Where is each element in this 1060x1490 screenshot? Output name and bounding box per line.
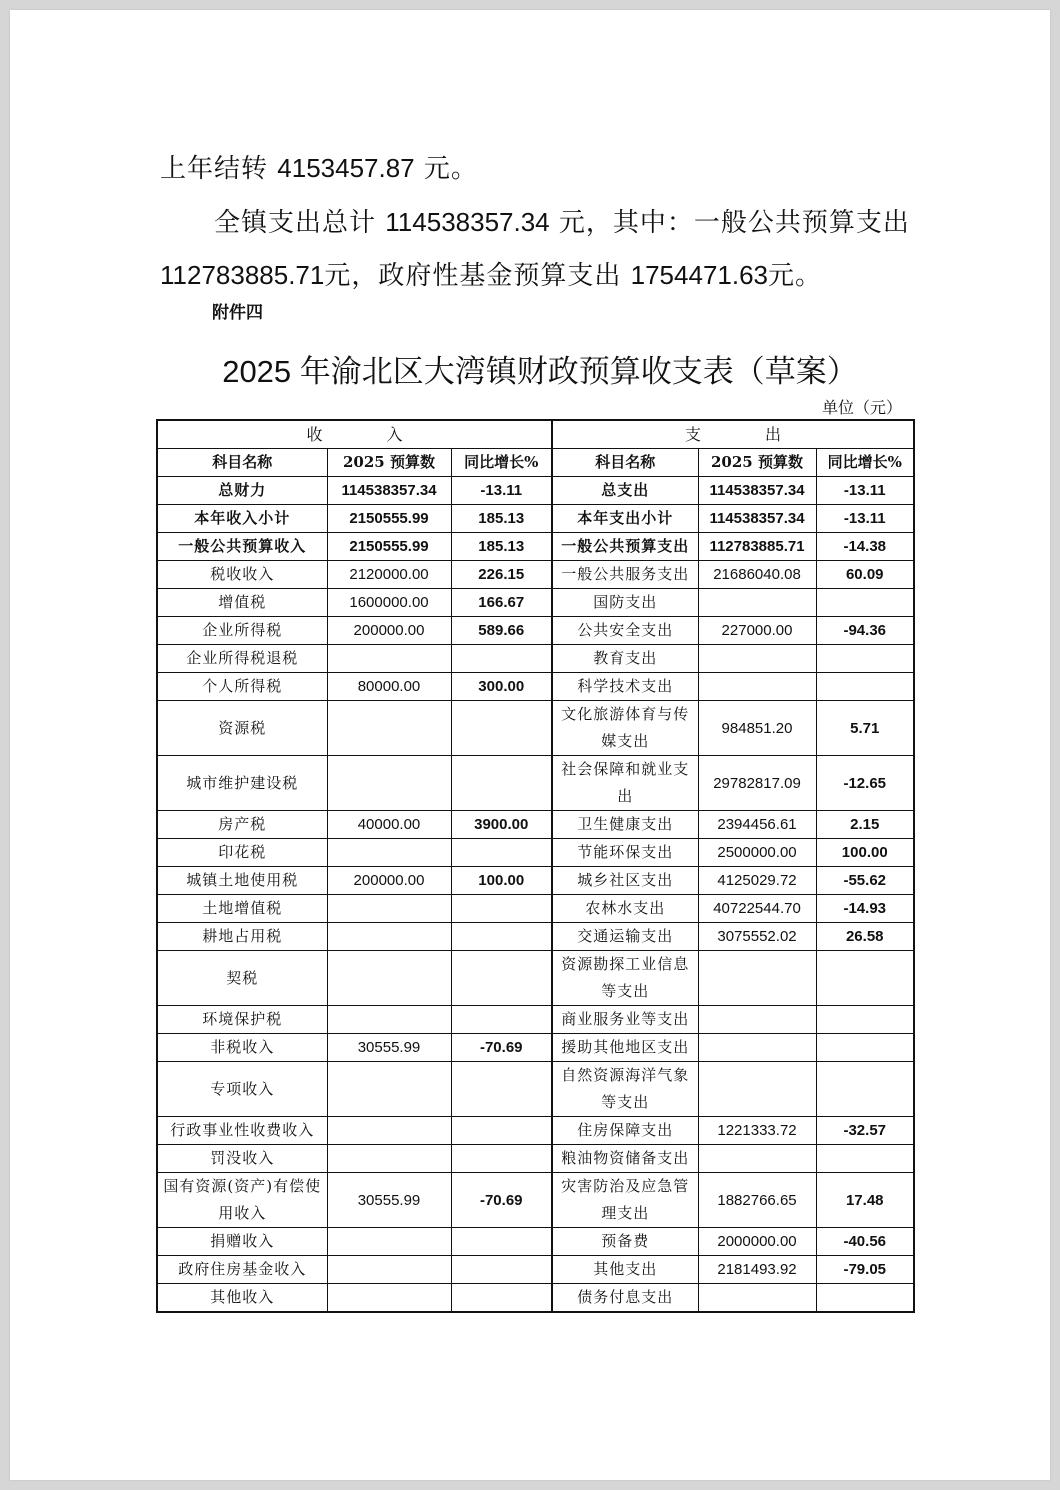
income-item-name: 行政事业性收费收入 [157,1117,327,1145]
income-item-name: 个人所得税 [157,673,327,701]
expense-budget-value: 40722544.70 [698,895,816,923]
income-item-name: 企业所得税退税 [157,645,327,673]
income-budget-value: 2150555.99 [327,505,451,533]
summary-text-c: 元，政府性基金预算支出 [324,261,622,291]
expense-growth-rate: -13.11 [816,505,914,533]
expense-budget-value: 227000.00 [698,617,816,645]
table-row [157,811,914,839]
column-header: 同比增长% [451,449,552,477]
income-item-name: 其他收入 [157,1284,327,1313]
income-item-name: 企业所得税 [157,617,327,645]
income-item-name: 罚没收入 [157,1145,327,1173]
income-growth-rate [451,839,552,867]
income-item-name: 耕地占用税 [157,923,327,951]
expense-budget-value [698,1062,816,1117]
income-growth-rate: 185.13 [451,533,552,561]
expense-growth-rate [816,645,914,673]
income-growth-rate [451,951,552,1006]
expense-growth-rate [816,673,914,701]
income-item-name: 契税 [157,951,327,1006]
expense-budget-value [698,951,816,1006]
expense-item-name: 援助其他地区支出 [552,1034,698,1062]
income-item-name: 一般公共预算收入 [157,533,327,561]
table-row [157,1145,914,1173]
paragraph-expenditure-summary [160,196,920,302]
income-growth-rate [451,1256,552,1284]
table-row [157,756,914,811]
expense-budget-value: 2181493.92 [698,1256,816,1284]
income-budget-value [327,1006,451,1034]
income-budget-value: 2150555.99 [327,533,451,561]
carryover-amount: 4153457.87 [277,153,415,183]
income-growth-rate [451,1117,552,1145]
income-budget-value [327,701,451,756]
expense-growth-rate: -14.93 [816,895,914,923]
income-item-name: 增值税 [157,589,327,617]
column-header: 2025 预算数 [327,449,451,477]
expense-growth-rate: 17.48 [816,1173,914,1228]
expense-growth-rate [816,1062,914,1117]
expense-budget-value: 4125029.72 [698,867,816,895]
expense-item-name: 预备费 [552,1228,698,1256]
income-budget-value: 40000.00 [327,811,451,839]
income-budget-value [327,839,451,867]
expense-growth-rate: -79.05 [816,1256,914,1284]
income-growth-rate [451,701,552,756]
document-page [10,10,1050,1480]
expense-item-name: 交通运输支出 [552,923,698,951]
income-growth-rate: 300.00 [451,673,552,701]
expense-item-name: 教育支出 [552,645,698,673]
expense-item-name: 社会保障和就业支出 [552,756,698,811]
table-row [157,867,914,895]
expense-growth-rate [816,1145,914,1173]
table-row [157,477,914,505]
expense-item-name: 资源勘探工业信息等支出 [552,951,698,1006]
expense-budget-value: 984851.20 [698,701,816,756]
income-growth-rate [451,1006,552,1034]
income-growth-rate [451,1062,552,1117]
expense-item-name: 国防支出 [552,589,698,617]
expense-growth-rate: -14.38 [816,533,914,561]
income-budget-value: 114538357.34 [327,477,451,505]
expense-growth-rate [816,1034,914,1062]
income-item-name: 总财力 [157,477,327,505]
income-growth-rate [451,1284,552,1313]
summary-total-amount: 114538357.34 [385,207,550,237]
expense-growth-rate: 100.00 [816,839,914,867]
summary-text-a: 全镇支出总计 [214,208,377,238]
income-item-name: 专项收入 [157,1062,327,1117]
income-growth-rate [451,756,552,811]
income-item-name: 城市维护建设税 [157,756,327,811]
expense-budget-value: 2500000.00 [698,839,816,867]
expense-growth-rate: 5.71 [816,701,914,756]
attachment-label: 附件四 [212,303,263,323]
expense-item-name: 住房保障支出 [552,1117,698,1145]
expense-item-name: 总支出 [552,477,698,505]
expense-growth-rate [816,1006,914,1034]
income-growth-rate [451,1145,552,1173]
paragraph-carryover [160,142,920,195]
column-header: 2025 预算数 [698,449,816,477]
expense-item-name: 灾害防治及应急管理支出 [552,1173,698,1228]
expense-item-name: 农林水支出 [552,895,698,923]
expense-budget-value [698,645,816,673]
carryover-suffix: 元。 [423,154,478,184]
expense-item-name: 科学技术支出 [552,673,698,701]
expense-budget-value [698,1006,816,1034]
income-growth-rate: 166.67 [451,589,552,617]
income-budget-value [327,1117,451,1145]
income-budget-value: 200000.00 [327,617,451,645]
income-growth-rate: 226.15 [451,561,552,589]
income-growth-rate: -13.11 [451,477,552,505]
income-budget-value [327,1228,451,1256]
summary-fund-amount: 1754471.63 [630,260,769,290]
expense-growth-rate [816,951,914,1006]
expense-item-name: 卫生健康支出 [552,811,698,839]
expense-growth-rate: 26.58 [816,923,914,951]
expense-budget-value: 112783885.71 [698,533,816,561]
table-row [157,1034,914,1062]
expense-growth-rate: -13.11 [816,477,914,505]
income-item-name: 房产税 [157,811,327,839]
expense-item-name: 债务付息支出 [552,1284,698,1313]
expense-growth-rate: -12.65 [816,756,914,811]
expense-item-name: 一般公共预算支出 [552,533,698,561]
income-budget-value [327,951,451,1006]
table-row [157,645,914,673]
expense-budget-value: 2000000.00 [698,1228,816,1256]
income-budget-value [327,1062,451,1117]
table-row [157,1173,914,1228]
expense-budget-value [698,1145,816,1173]
table-row [157,923,914,951]
expense-item-name: 城乡社区支出 [552,867,698,895]
expense-budget-value: 29782817.09 [698,756,816,811]
document-title: 2025 年渝北区大湾镇财政预算收支表（草案） [222,354,858,389]
expense-growth-rate: -55.62 [816,867,914,895]
unit-label: 单位（元） [821,398,902,417]
table-row [157,673,914,701]
table-row [157,1062,914,1117]
income-growth-rate [451,923,552,951]
income-budget-value [327,1145,451,1173]
income-budget-value: 30555.99 [327,1034,451,1062]
column-header: 同比增长% [816,449,914,477]
summary-text-b: 元，其中：一般公共预算支出 [558,208,910,238]
expense-item-name: 本年支出小计 [552,505,698,533]
income-budget-value [327,756,451,811]
table-row [157,701,914,756]
expense-growth-rate: -94.36 [816,617,914,645]
table-row [157,839,914,867]
carryover-prefix: 上年结转 [160,154,269,184]
income-budget-value: 30555.99 [327,1173,451,1228]
table-row [157,951,914,1006]
income-growth-rate: 100.00 [451,867,552,895]
income-item-name: 本年收入小计 [157,505,327,533]
income-growth-rate: 185.13 [451,505,552,533]
table-row [157,533,914,561]
expense-growth-rate [816,589,914,617]
table-row [157,1284,914,1313]
table-row [157,505,914,533]
expense-budget-value: 2394456.61 [698,811,816,839]
income-growth-rate [451,895,552,923]
expense-item-name: 一般公共服务支出 [552,561,698,589]
income-growth-rate [451,645,552,673]
income-budget-value: 2120000.00 [327,561,451,589]
income-item-name: 土地增值税 [157,895,327,923]
table-row [157,1117,914,1145]
expense-item-name: 公共安全支出 [552,617,698,645]
expense-budget-value [698,1284,816,1313]
expense-budget-value: 114538357.34 [698,505,816,533]
expense-item-name: 自然资源海洋气象等支出 [552,1062,698,1117]
table-row [157,561,914,589]
table-row [157,589,914,617]
income-growth-rate [451,1228,552,1256]
expense-item-name: 文化旅游体育与传媒支出 [552,701,698,756]
expense-item-name: 节能环保支出 [552,839,698,867]
income-growth-rate: -70.69 [451,1034,552,1062]
income-growth-rate: 589.66 [451,617,552,645]
expense-budget-value: 21686040.08 [698,561,816,589]
table-row [157,895,914,923]
income-budget-value: 200000.00 [327,867,451,895]
expense-budget-value [698,589,816,617]
expense-item-name: 其他支出 [552,1256,698,1284]
expense-growth-rate: 2.15 [816,811,914,839]
expense-budget-value [698,673,816,701]
income-item-name: 环境保护税 [157,1006,327,1034]
expense-growth-rate [816,1284,914,1313]
table-row [157,617,914,645]
income-item-name: 国有资源(资产)有偿使用收入 [157,1173,327,1228]
expense-item-name: 粮油物资储备支出 [552,1145,698,1173]
expense-growth-rate: -40.56 [816,1228,914,1256]
table-row [157,1006,914,1034]
table-row [157,1256,914,1284]
income-budget-value [327,923,451,951]
income-item-name: 城镇土地使用税 [157,867,327,895]
budget-table [156,419,915,1313]
table-row [157,1228,914,1256]
income-item-name: 非税收入 [157,1034,327,1062]
expense-item-name: 商业服务业等支出 [552,1006,698,1034]
income-item-name: 政府住房基金收入 [157,1256,327,1284]
income-section-header: 收 入 [157,420,552,449]
summary-general-amount: 112783885.71 [160,260,325,290]
expense-budget-value: 114538357.34 [698,477,816,505]
expense-budget-value: 1221333.72 [698,1117,816,1145]
income-budget-value [327,1256,451,1284]
expense-budget-value [698,1034,816,1062]
income-item-name: 资源税 [157,701,327,756]
income-growth-rate: 3900.00 [451,811,552,839]
income-growth-rate: -70.69 [451,1173,552,1228]
column-header: 科目名称 [157,449,327,477]
income-budget-value [327,895,451,923]
expense-growth-rate: 60.09 [816,561,914,589]
income-budget-value [327,1284,451,1313]
expense-budget-value: 1882766.65 [698,1173,816,1228]
income-budget-value [327,645,451,673]
column-header: 科目名称 [552,449,698,477]
income-budget-value: 1600000.00 [327,589,451,617]
income-item-name: 印花税 [157,839,327,867]
income-budget-value: 80000.00 [327,673,451,701]
expense-growth-rate: -32.57 [816,1117,914,1145]
income-item-name: 捐赠收入 [157,1228,327,1256]
summary-text-d: 元。 [768,261,823,291]
income-item-name: 税收收入 [157,561,327,589]
expense-section-header: 支 出 [552,420,914,449]
expense-budget-value: 3075552.02 [698,923,816,951]
